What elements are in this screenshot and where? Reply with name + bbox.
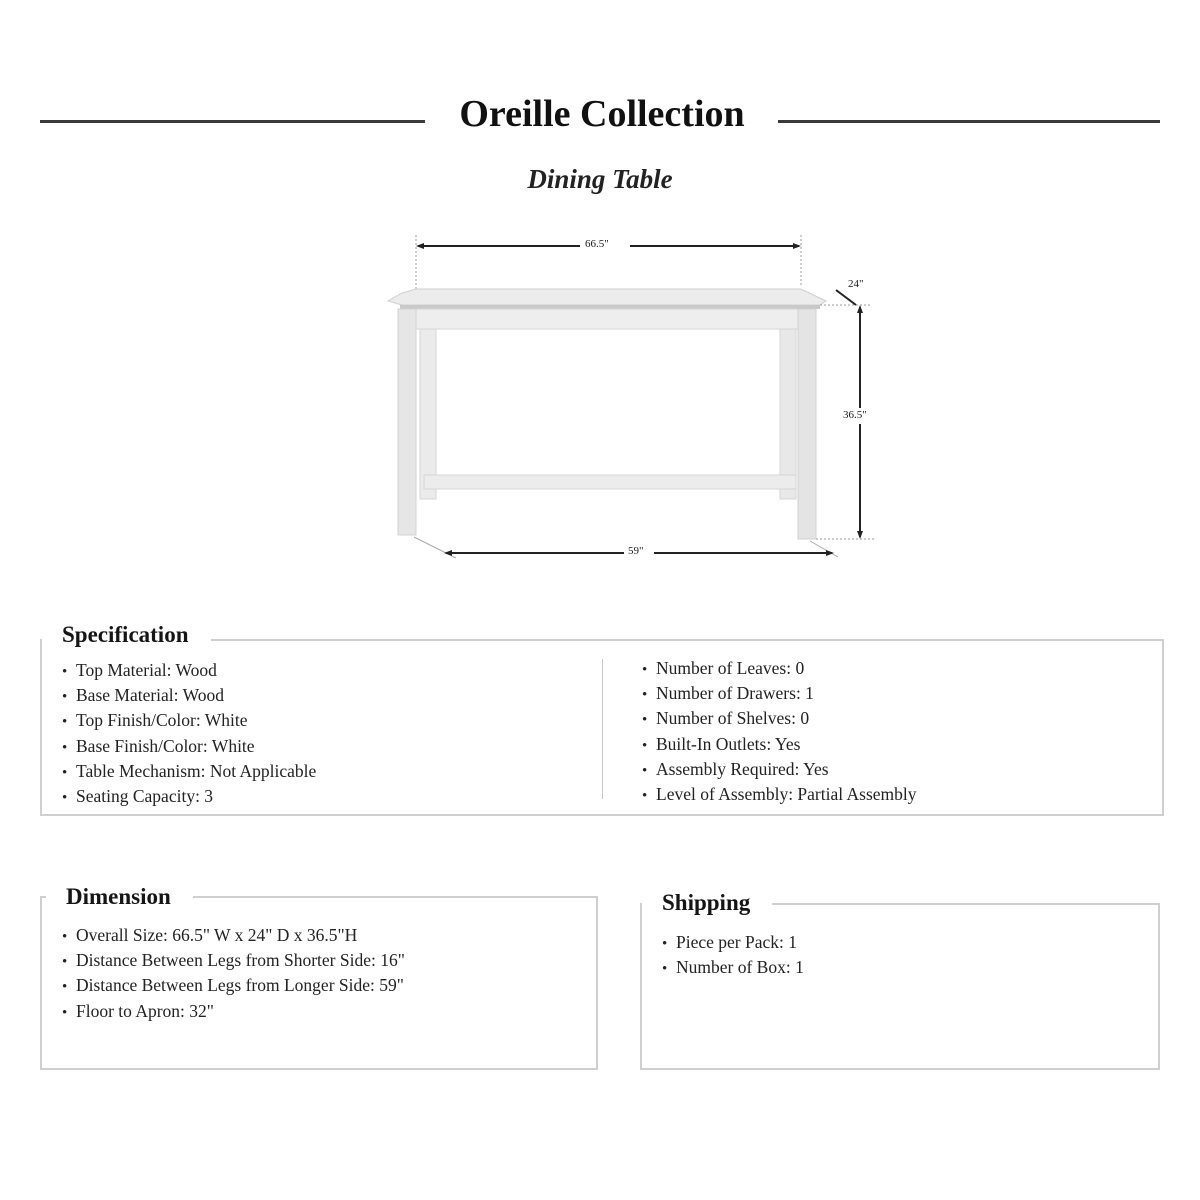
specification-list-right bbox=[642, 657, 917, 808]
list-item: • Seating Capacity: 3 bbox=[62, 785, 316, 810]
list-item: • Table Mechanism: Not Applicable bbox=[62, 760, 316, 785]
collection-title: Oreille Collection bbox=[459, 93, 745, 135]
list-item: • Distance Between Legs from Shorter Side: 16" bbox=[62, 949, 405, 974]
depth-label: 24" bbox=[848, 278, 864, 290]
list-item: • Built-In Outlets: Yes bbox=[642, 733, 917, 758]
width-label: 66.5" bbox=[585, 238, 609, 250]
list-item: • Level of Assembly: Partial Assembly bbox=[642, 783, 917, 808]
list-item: • Top Finish/Color: White bbox=[62, 709, 316, 734]
list-item: • Base Material: Wood bbox=[62, 684, 316, 709]
dimension-list bbox=[62, 924, 405, 1025]
list-item: • Overall Size: 66.5" W x 24" D x 36.5"H bbox=[62, 924, 405, 949]
dimension-title: Dimension bbox=[46, 884, 193, 910]
list-item: • Floor to Apron: 32" bbox=[62, 1000, 405, 1025]
list-item: • Number of Box: 1 bbox=[662, 956, 804, 981]
leg-span-label: 59" bbox=[628, 545, 644, 557]
list-item: • Assembly Required: Yes bbox=[642, 758, 917, 783]
collection-header bbox=[40, 92, 1160, 146]
list-item: • Piece per Pack: 1 bbox=[662, 931, 804, 956]
list-item: • Number of Leaves: 0 bbox=[642, 657, 917, 682]
specification-list-left bbox=[62, 659, 316, 810]
list-item: • Base Finish/Color: White bbox=[62, 735, 316, 760]
list-item: • Number of Shelves: 0 bbox=[642, 707, 917, 732]
product-subtitle: Dining Table bbox=[527, 164, 673, 194]
table-dimension-diagram bbox=[380, 225, 880, 570]
shipping-title: Shipping bbox=[642, 890, 772, 916]
shipping-panel bbox=[640, 890, 1160, 1070]
dimension-panel bbox=[40, 884, 598, 1070]
shipping-list bbox=[662, 931, 804, 981]
height-label: 36.5" bbox=[843, 409, 867, 421]
list-item: • Distance Between Legs from Longer Side: 59" bbox=[62, 974, 405, 999]
column-divider bbox=[602, 659, 603, 799]
dining-table-illustration bbox=[380, 225, 880, 570]
specification-panel bbox=[40, 622, 1164, 816]
title-rule-right bbox=[778, 120, 1160, 123]
specification-title: Specification bbox=[42, 622, 211, 648]
list-item: • Number of Drawers: 1 bbox=[642, 682, 917, 707]
list-item: • Top Material: Wood bbox=[62, 659, 316, 684]
title-rule-left bbox=[40, 120, 425, 123]
